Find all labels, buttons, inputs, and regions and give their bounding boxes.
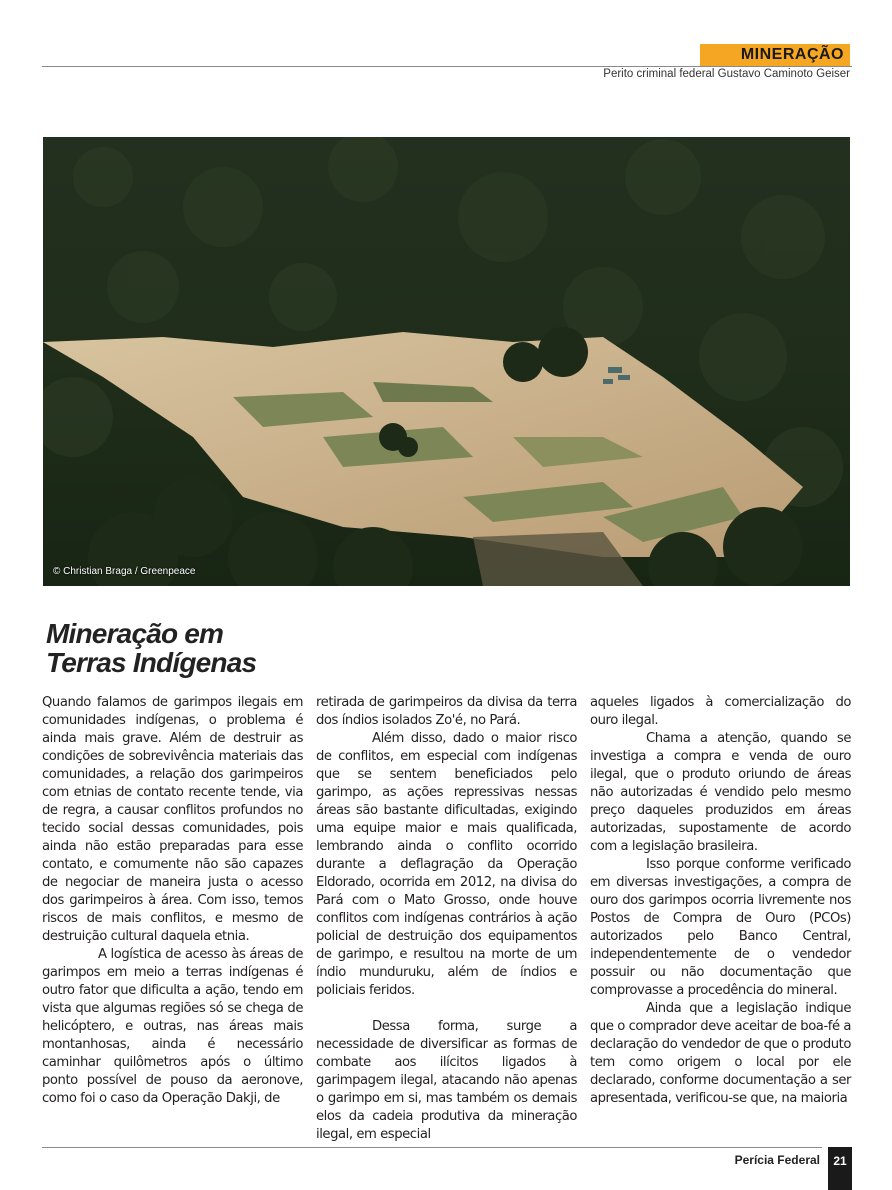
paragraph: A logística de acesso às áreas de garimpos em meio a terras indígenas é outro fator que dificulta a ação, tendo em vista que algumas regiões só se chega de helicóptero, e outras, nas áreas mais montanhosas, ainda é necessário caminhar quilômetros após o último ponto possível de pouso da aeronove, como foi o caso da Operação Dakji, de: [42, 947, 303, 1106]
paragraph: Ainda que a legislação indique que o comprador deve aceitar de boa-fé a declaração do vendedor de que o produto tem como origem o local por ele declarado, conforme documentação a ser apresentada, verificou-se que, na maioria: [590, 1001, 851, 1106]
page-number: 21: [828, 1147, 852, 1190]
section-tag: MINERAÇÃO: [700, 44, 850, 66]
text-column-3: [590, 694, 851, 1108]
header-rule: [42, 66, 852, 67]
paragraph: aqueles ligados à comercialização do ouro ilegal.: [590, 695, 851, 728]
photo-credit: © Christian Braga / Greenpeace: [53, 566, 196, 577]
photo-illustration: [43, 137, 850, 586]
author-byline: Perito criminal federal Gustavo Caminoto Geiser: [603, 68, 850, 80]
text-column-1: [42, 694, 303, 1108]
title-line-1: Mineração em: [46, 618, 224, 649]
article-title: [46, 619, 256, 677]
paragraph: Além disso, dado o maior risco de conflitos, em especial com indígenas que se sentem beneficiados pelo garimpo, as ações repressivas nessas áreas são bastante dificultadas, exigindo uma equipe maior e mais qualificada, lembrando ainda o conflito ocorrido durante a deflagração da Operação Eldorado, ocorrida em 2012, na divisa do Pará com o Mato Grosso, onde houve conflitos com indígenas contrários à ação policial de destruição dos equipamentos de garimpo, e resultou na morte de um índio munduruku, além de índios e policiais feridos.: [316, 731, 577, 998]
paragraph: Isso porque conforme verificado em diversas investigações, a compra de ouro dos garimpos ocorria livremente nos Postos de Compra de Ouro (PCOs) autorizados pelo Banco Central, independentemente de o vendedor possuir ou não documentação que comprovasse a procedência do mineral.: [590, 857, 851, 998]
text-column-2: [316, 694, 577, 1144]
magazine-name: Perícia Federal: [734, 1153, 820, 1167]
aerial-mining-photo: [43, 137, 850, 586]
title-line-2: Terras Indígenas: [46, 647, 257, 678]
footer-rule: [42, 1147, 822, 1148]
paragraph: Chama a atenção, quando se investiga a compra e venda de ouro ilegal, que o produto oriundo de áreas não autorizadas é vendido pelo mesmo preço daqueles produzidos em áreas autorizadas, supostamente de acordo com a legislação brasileira.: [590, 731, 851, 854]
paragraph: Quando falamos de garimpos ilegais em comunidades indígenas, o problema é ainda mais grave. Além de destruir as condições de sobrevivência materiais das comunidades, a relação dos garimpeiros com etnias de contato recente tende, via de regra, a causar conflitos profundos no tecido social dessas comunidades, pois ainda não estão preparadas para esse contato, e comumente não são capazes de negociar de maneira justa o acesso dos garimpeiros à área. Com isso, temos riscos de mais conflitos, e mesmo de destruição cultural daquela etnia.: [42, 695, 303, 944]
paragraph: retirada de garimpeiros da divisa da terra dos índios isolados Zo'é, no Pará.: [316, 695, 577, 728]
paragraph: Dessa forma, surge a necessidade de diversificar as formas de combate aos ilícitos ligados à garimpagem ilegal, atacando não apenas o garimpo em si, mas também os demais elos da cadeia produtiva da mineração ilegal, em especial: [316, 1019, 577, 1142]
